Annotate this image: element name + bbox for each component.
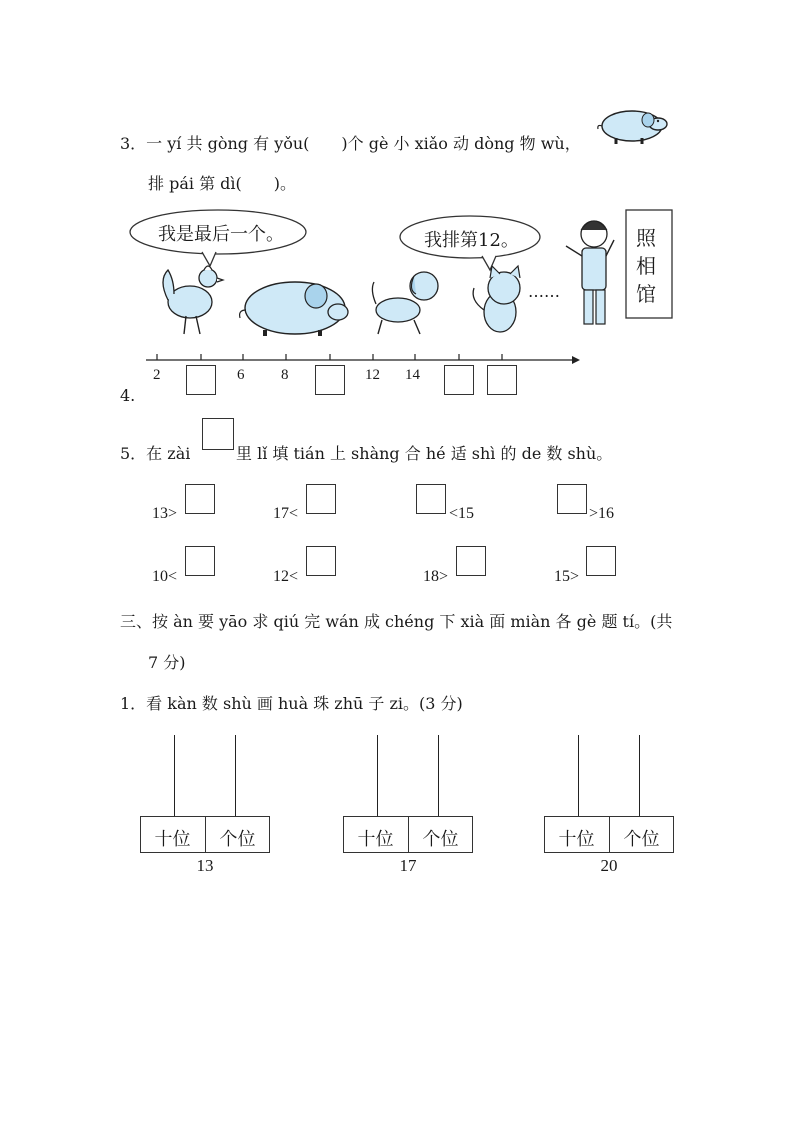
boy-icon	[566, 221, 614, 324]
nl-label-14: 14	[405, 367, 420, 383]
q5-item-3-right: <15	[449, 505, 475, 522]
dog-icon	[372, 272, 438, 334]
abacus-1-ones-label: 个位	[219, 829, 256, 850]
q3-line1: 3．一 yí 共 gòng 有 yǒu( )个 gè 小 xiǎo 动 dòng 物 wù，	[120, 134, 581, 153]
q1-text: 1．看 kàn 数 shù 画 huà 珠 zhū 子 zi。(3 分)	[120, 694, 463, 713]
abacus-2-number: 17	[399, 856, 417, 875]
abacus-3-tens-label: 十位	[558, 829, 595, 850]
number-line-ticks	[157, 354, 502, 360]
section3-line1: 三、按 àn 要 yāo 求 qiú 完 wán 成 chéng 下 xià 面 miàn 各 gè 题 tí。(共	[120, 612, 673, 631]
q5-item-7-left: 18>	[423, 568, 449, 585]
pig-large-icon	[240, 282, 348, 336]
q5-item-6-left: 12<	[273, 568, 299, 585]
abacus-1-tens-label: 十位	[154, 829, 191, 850]
abacus-2-ones-rod[interactable]	[438, 735, 439, 817]
ellipsis: ……	[528, 282, 560, 301]
studio-char-3: 馆	[636, 282, 656, 306]
q5-suffix: 里 lǐ 填 tián 上 shàng 合 hé 适 shì 的 de 数 shù。	[236, 444, 613, 463]
section3-line2: 7 分)	[148, 653, 186, 672]
cat-icon	[473, 266, 520, 332]
q5-item-4-box[interactable]	[557, 484, 587, 514]
number-line-arrow	[572, 356, 580, 364]
abacus-2-tens-label: 十位	[357, 829, 394, 850]
q5-item-4-right: >16	[589, 505, 615, 522]
q5-example-box	[202, 418, 234, 450]
nl-label-8: 8	[281, 367, 289, 383]
q5-item-5-box[interactable]	[185, 546, 215, 576]
q5-prefix: 5．在 zài	[120, 444, 191, 463]
q3-line2: 排 pái 第 dì( )。	[148, 174, 297, 193]
abacus-3-tens-rod[interactable]	[578, 735, 579, 817]
pig-icon	[596, 104, 672, 146]
q5-item-8-left: 15>	[554, 568, 580, 585]
abacus-3-ones-label: 个位	[623, 829, 660, 850]
abacus-2-ones-label: 个位	[422, 829, 459, 850]
abacus-1-number: 13	[196, 856, 214, 875]
q4-label: 4.	[120, 386, 136, 405]
bubble-1-text: 我是最后一个。	[158, 224, 284, 245]
q5-item-2-box[interactable]	[306, 484, 336, 514]
bubble-2-text: 我排第12。	[424, 230, 519, 251]
q5-item-1-box[interactable]	[185, 484, 215, 514]
q5-item-7-box[interactable]	[456, 546, 486, 576]
nl-label-6: 6	[237, 367, 245, 383]
abacus-2-tens-rod[interactable]	[377, 735, 378, 817]
q5-item-3-box[interactable]	[416, 484, 446, 514]
nl-answer-box-4[interactable]	[487, 365, 517, 395]
nl-label-12: 12	[365, 367, 380, 383]
abacus-3-number: 20	[600, 856, 618, 875]
studio-char-2: 相	[636, 254, 656, 278]
nl-answer-box-2[interactable]	[315, 365, 345, 395]
q5-item-5-left: 10<	[152, 568, 178, 585]
studio-sign-text	[636, 224, 662, 308]
rooster-icon	[163, 266, 223, 334]
q5-item-2-left: 17<	[273, 505, 299, 522]
q5-item-8-box[interactable]	[586, 546, 616, 576]
nl-answer-box-1[interactable]	[186, 365, 216, 395]
q5-item-1-left: 13>	[152, 505, 178, 522]
abacus-3-ones-rod[interactable]	[639, 735, 640, 817]
abacus-1-ones-rod[interactable]	[235, 735, 236, 817]
abacus-1-tens-rod[interactable]	[174, 735, 175, 817]
nl-label-2: 2	[153, 367, 161, 383]
nl-answer-box-3[interactable]	[444, 365, 474, 395]
q5-item-6-box[interactable]	[306, 546, 336, 576]
studio-char-1: 照	[636, 226, 656, 250]
